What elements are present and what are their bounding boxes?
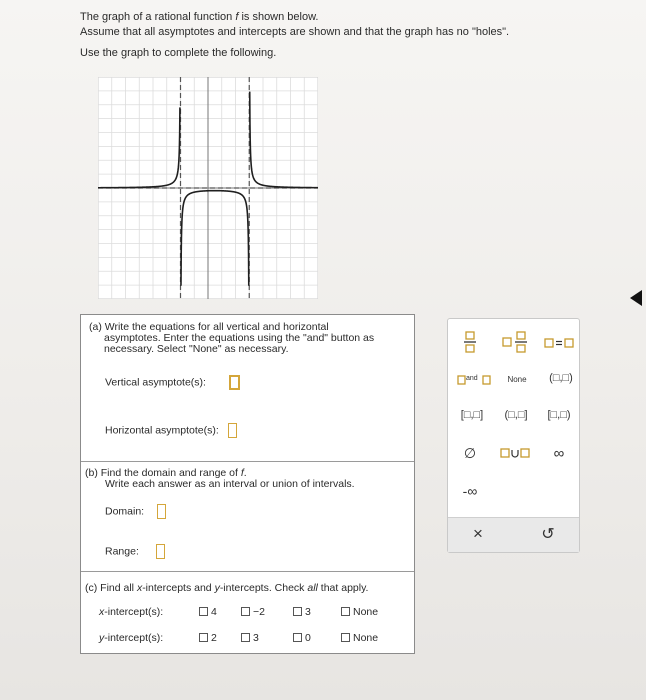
checkbox-icon[interactable] [241,633,250,642]
mixed-number-key[interactable] [500,331,530,356]
part-b-section [81,461,414,576]
equation-icon [544,337,574,349]
checkbox-icon[interactable] [199,607,208,616]
infinity-key[interactable]: ∞ [553,445,565,462]
y-intercept-option-none[interactable]: None [341,632,378,644]
x-intercept-option-none[interactable]: None [341,606,378,618]
mixed-number-icon [502,331,528,353]
y-intercept-label: y-intercept(s): [99,632,164,644]
part-c-instructions: (c) Find all x-intercepts and y-intercepts. Check all that apply. [85,582,369,594]
and-label: and [466,375,478,382]
part-a-text-1: (a) Write the equations for all vertical and horizontal [89,321,329,333]
math-keypad [447,318,580,553]
half-open-left-key[interactable]: [□,□) [547,409,571,421]
part-b-text-2: Write each answer as an interval or union of intervals. [105,478,355,490]
part-b-text-1: (b) Find the domain and range of f. [85,467,247,479]
open-interval-key[interactable]: (□,□) [549,372,573,384]
answer-panel [80,314,415,654]
and-key[interactable] [454,374,494,389]
none-key[interactable]: None [507,375,527,384]
vertical-asymptote-row [105,375,240,390]
keypad-action-bar [448,517,579,552]
vertical-asymptote-label: Vertical asymptote(s): [105,376,206,389]
x-intercept-option-3[interactable]: 3 [293,606,311,618]
rational-function-graph [98,77,318,299]
y-intercept-option-2[interactable]: 2 [199,632,217,644]
intro-line-1: The graph of a rational function f is shown below. [80,11,319,23]
fraction-icon [463,331,477,353]
negative-infinity-key[interactable]: -∞ [462,483,478,499]
y-intercept-option-0[interactable]: 0 [293,632,311,644]
part-a-section [81,315,414,461]
checkbox-icon[interactable] [241,607,250,616]
x-intercept-option-4[interactable]: 4 [199,606,217,618]
empty-set-icon: ∅ [463,445,477,461]
fraction-key[interactable] [458,331,482,356]
domain-input[interactable] [157,504,166,519]
range-input[interactable] [156,544,165,559]
undo-button[interactable] [536,524,560,544]
undo-icon: ↺ [541,526,555,543]
checkbox-icon[interactable] [199,633,208,642]
close-icon: × [473,524,483,543]
range-row [105,544,165,559]
horizontal-asymptote-label: Horizontal asymptote(s): [105,424,219,437]
domain-label: Domain: [105,505,145,518]
intro-line-3: Use the graph to complete the following. [80,47,277,59]
x-intercept-option-neg2[interactable]: −2 [241,606,265,618]
part-a-instructions [89,322,374,355]
clear-button[interactable] [466,524,490,544]
part-b-instructions [85,468,355,490]
part-c-section [81,571,414,654]
range-label: Range: [105,545,139,558]
part-a-text-3: necessary. Select "None" as necessary. [104,343,289,355]
union-key[interactable] [498,447,532,462]
y-intercept-option-3[interactable]: 3 [241,632,259,644]
vertical-asymptote-input[interactable] [229,375,240,390]
x-intercept-label: x-intercept(s): [99,606,164,618]
empty-set-key[interactable] [458,445,482,462]
intro-line-2: Assume that all asymptotes and intercepts are shown and that the graph has no "holes". [80,26,510,38]
problem-statement [80,10,620,61]
horizontal-asymptote-row [105,423,237,438]
checkbox-icon[interactable] [341,607,350,616]
domain-row [105,504,166,519]
union-icon [500,447,530,459]
horizontal-asymptote-input[interactable] [228,423,237,438]
checkbox-icon[interactable] [293,633,302,642]
checkbox-icon[interactable] [293,607,302,616]
half-open-right-key[interactable]: (□,□] [504,409,528,421]
closed-interval-key[interactable]: [□,□] [460,409,484,421]
equals-key[interactable] [542,337,576,352]
mouse-pointer-icon [630,290,642,306]
checkbox-icon[interactable] [341,633,350,642]
part-a-text-2: asymptotes. Enter the equations using the "and" button as [104,332,375,344]
